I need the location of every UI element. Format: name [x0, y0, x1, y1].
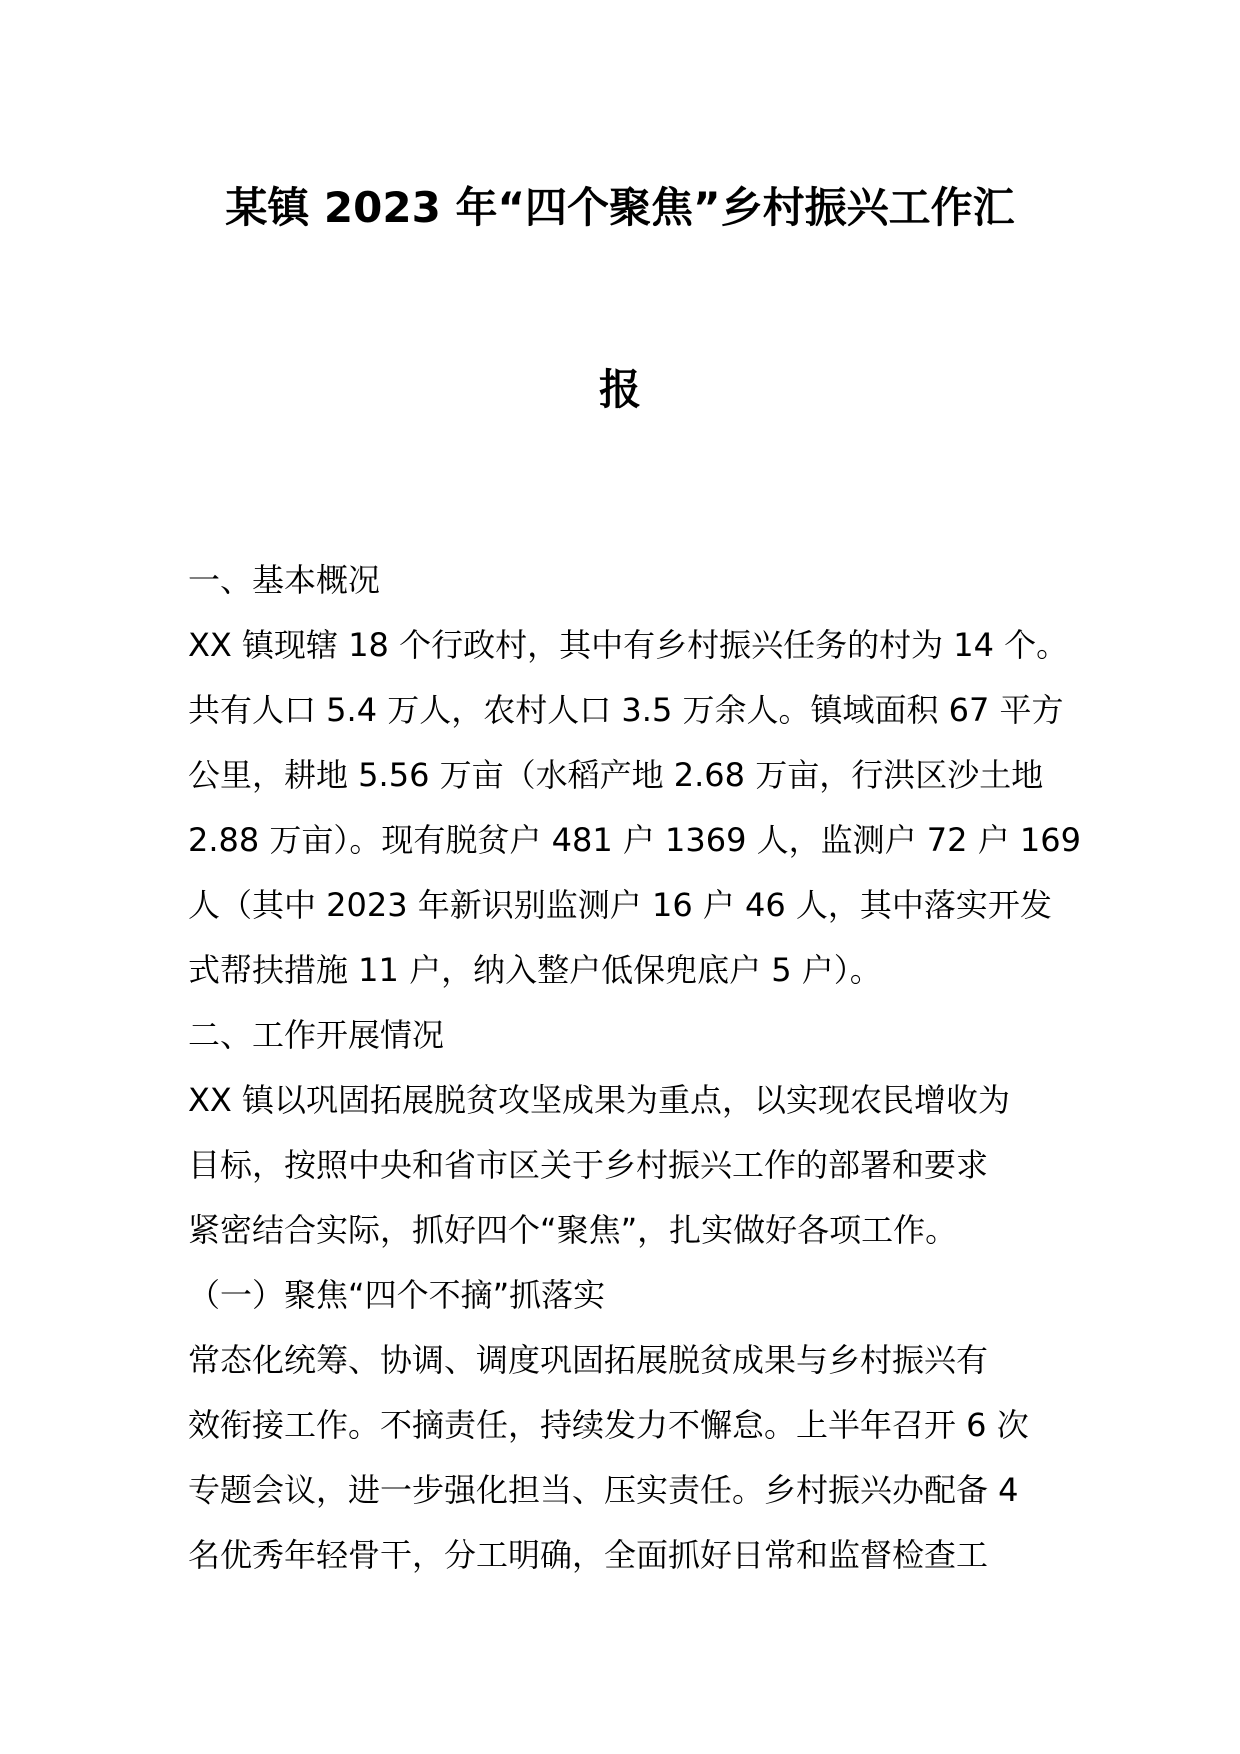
paragraph-line: 式帮扶措施 11 户，纳入整户低保兜底户 5 户）。	[188, 951, 882, 989]
paragraph-line: 2.88 万亩）。现有脱贫户 481 户 1369 人，监测户 72 户 169	[188, 821, 1081, 859]
paragraph-line: 公里，耕地 5.56 万亩（水稻产地 2.68 万亩，行洪区沙土地	[188, 756, 1044, 794]
paragraph-line: 专题会议，进一步强化担当、压实责任。乡村振兴办配备 4	[188, 1471, 1019, 1509]
paragraph-line: 人（其中 2023 年新识别监测户 16 户 46 人，其中落实开发	[188, 886, 1052, 924]
paragraph-line: 共有人口 5.4 万人，农村人口 3.5 万余人。镇域面积 67 平方	[188, 691, 1064, 729]
document-title-line-1: 某镇 2023 年“四个聚焦”乡村振兴工作汇	[225, 183, 1015, 232]
paragraph-line: 名优秀年轻骨干，分工明确，全面抓好日常和监督检查工	[188, 1536, 989, 1574]
document-title-line-2: 报	[598, 365, 641, 414]
section-heading-work-progress: 二、工作开展情况	[188, 1016, 445, 1054]
paragraph-line: XX 镇现辖 18 个行政村，其中有乡村振兴任务的村为 14 个。	[188, 626, 1069, 664]
paragraph-line: XX 镇以巩固拓展脱贫攻坚成果为重点，以实现农民增收为	[188, 1081, 1011, 1119]
subsection-heading-four-no-removals: （一）聚焦“四个不摘”抓落实	[188, 1276, 606, 1314]
paragraph-line: 紧密结合实际，抓好四个“聚焦”，扎实做好各项工作。	[188, 1211, 958, 1249]
paragraph-line: 目标，按照中央和省市区关于乡村振兴工作的部署和要求	[188, 1146, 989, 1184]
section-heading-basic-overview: 一、基本概况	[188, 561, 381, 599]
paragraph-line: 常态化统筹、协调、调度巩固拓展脱贫成果与乡村振兴有	[188, 1341, 989, 1379]
document-body	[188, 548, 1081, 1588]
paragraph-line: 效衔接工作。不摘责任，持续发力不懈怠。上半年召开 6 次	[188, 1406, 1029, 1444]
